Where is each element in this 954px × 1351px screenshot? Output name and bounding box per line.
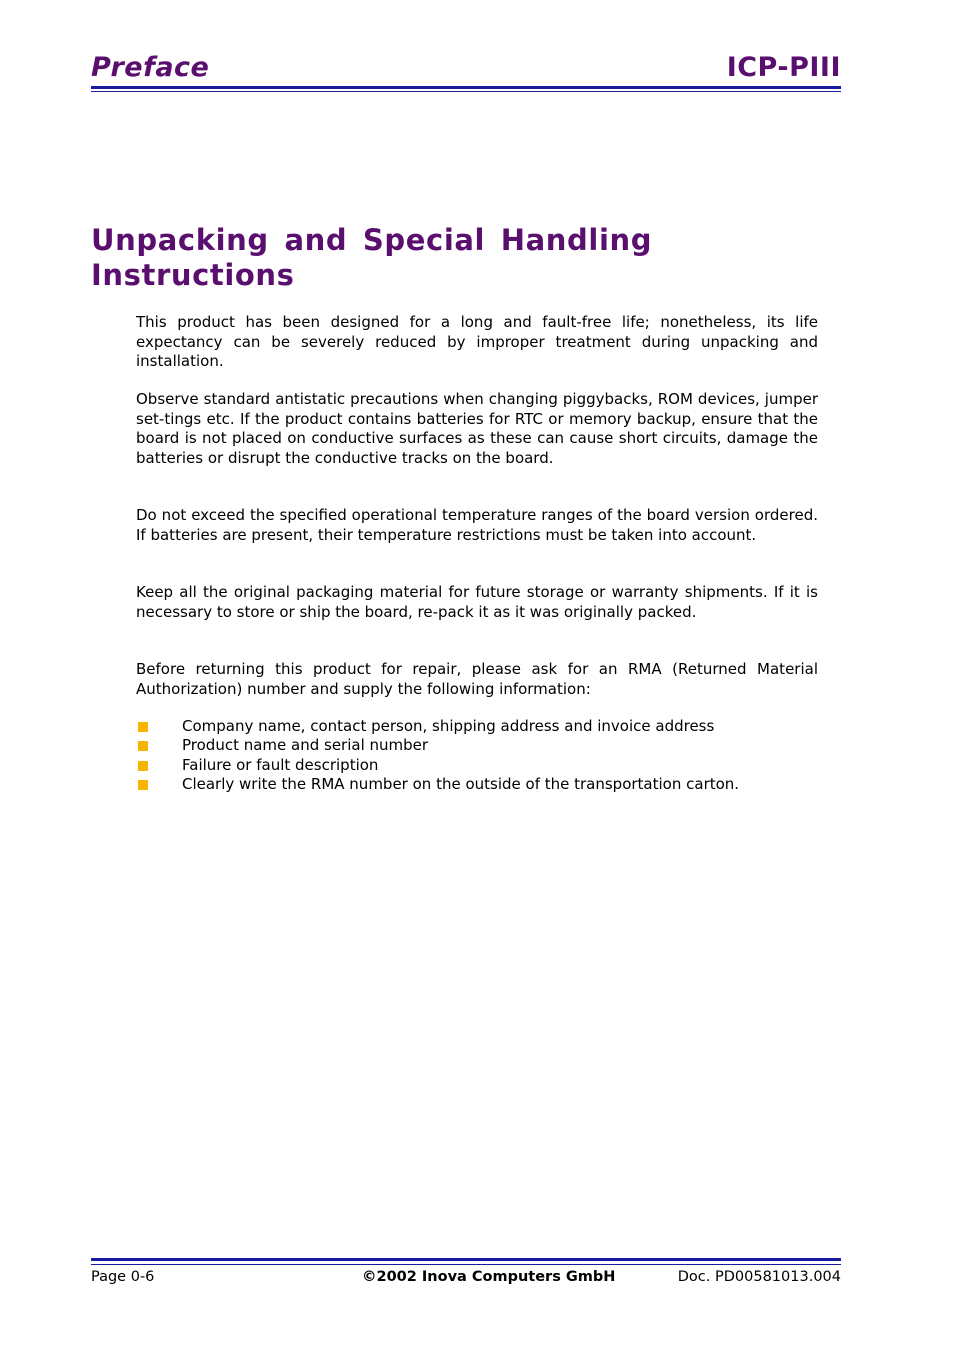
list-item-text: Company name, contact person, shipping address and invoice address xyxy=(182,717,715,735)
page-number: Page 0-6 xyxy=(91,1269,155,1285)
square-bullet-icon xyxy=(138,761,148,771)
footer-rule-thick xyxy=(91,1258,841,1261)
square-bullet-icon xyxy=(138,780,148,790)
list-item xyxy=(136,775,836,794)
list-item xyxy=(136,736,836,755)
copyright: ©2002 Inova Computers GmbH xyxy=(362,1269,616,1285)
paragraph-antistatic: Observe standard antistatic precautions when changing piggybacks, ROM devices, jumper set-tings etc. If the product contains batteries for RTC or memory backup, ensure that the board is not placed on conductive surfaces as these can cause short circuits, damage the batteries or disrupt the conductive tracks on the board. xyxy=(136,390,818,467)
list-item-text: Clearly write the RMA number on the outside of the transportation carton. xyxy=(182,774,740,793)
list-item xyxy=(136,756,836,775)
paragraph-temperature: Do not exceed the specified operational temperature ranges of the board version ordered. If batteries are present, their temperature restrictions must be taken into account. xyxy=(136,506,818,544)
square-bullet-icon xyxy=(138,722,148,732)
paragraph-packaging: Keep all the original packaging material for future storage or warranty shipments. If it is necessary to store or ship the board, re-pack it as it was originally packed. xyxy=(136,583,818,621)
document-number: Doc. PD00581013.004 xyxy=(677,1269,841,1285)
list-item-text: Failure or fault description xyxy=(182,755,379,774)
paragraph-rma: Before returning this product for repair, please ask for an RMA (Returned Material Authorization) number and supply the following information: xyxy=(136,660,818,698)
header-rule-thin xyxy=(91,91,841,92)
page-title: Unpacking and Special Handling Instructions xyxy=(91,223,653,292)
list-item-text: Product name and serial number xyxy=(182,736,429,755)
list-item xyxy=(136,717,836,736)
paragraph-intro: This product has been designed for a long and fault-free life; nonetheless, its life expectancy can be severely reduced by improper treatment during unpacking and installation. xyxy=(136,313,818,370)
section-title: Preface xyxy=(91,52,210,83)
product-name: ICP-PIII xyxy=(726,52,841,83)
square-bullet-icon xyxy=(138,741,148,751)
footer-rule-thin xyxy=(91,1264,841,1265)
rma-info-list xyxy=(136,717,836,794)
header-rule-thick xyxy=(91,86,841,89)
